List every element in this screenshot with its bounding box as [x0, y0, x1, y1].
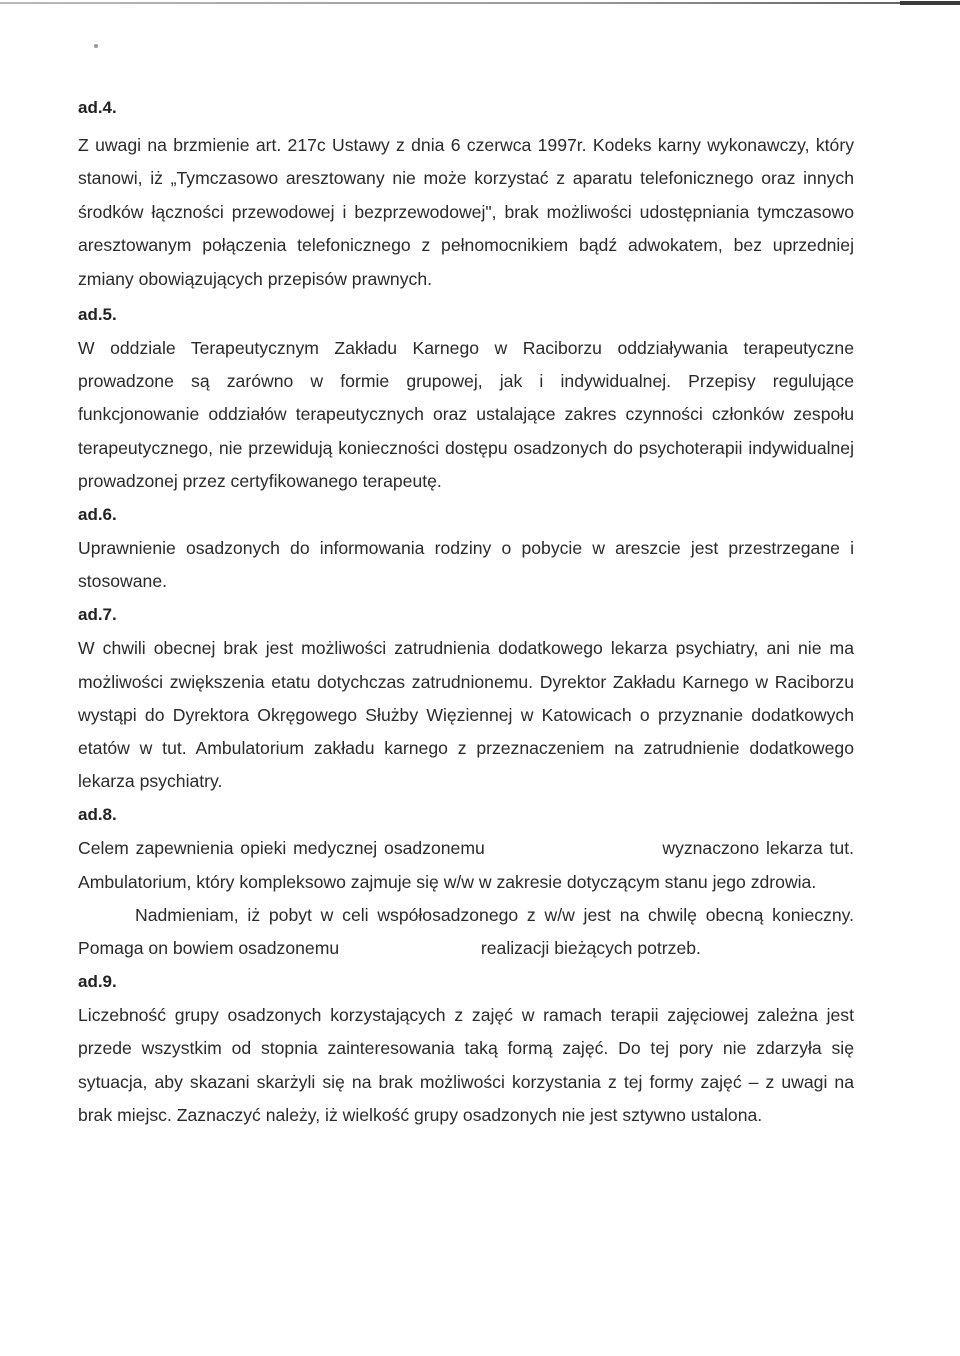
document-body: [78, 97, 859, 1132]
section-paragraph: W oddziale Terapeutycznym Zakładu Karnego w Raciborzu oddziaływania terapeutyczne prowadzone są zarówno w formie grupowej, jak i indywidualnej. Przepisy regulujące funkcjonowanie oddziałów terapeutycznych oraz ustalające zakres czynności członków zespołu terapeutycznego, nie przewidują konieczności dostępu osadzonych do psychoterapii indywidualnej prowadzonej przez certyfikowanego terapeutę.: [78, 338, 854, 491]
section-heading: ad.8.: [78, 805, 117, 825]
scan-top-edge-dark: [900, 1, 960, 5]
section-paragraph: Z uwagi na brzmienie art. 217c Ustawy z dnia 6 czerwca 1997r. Kodeks karny wykonawczy, który stanowi, iż „Tymczasowo aresztowany nie może korzystać z aparatu telefonicznego oraz innych środków łączności przewodowej i bezprzewodowej", brak możliwości udostępniania tymczasowo aresztowanym połączenia telefonicznego z pełnomocnikiem bądź adwokatem, bez uprzedniej zmiany obowiązujących przepisów prawnych.: [78, 135, 854, 289]
section-ad8: [78, 804, 859, 965]
section-ad9: [78, 971, 854, 1132]
section-paragraph: Uprawnienie osadzonych do informowania rodziny o pobycie w areszcie jest przestrzegane i stosowane.: [78, 538, 854, 592]
section-heading: ad.6.: [78, 505, 117, 525]
section-heading: ad.4.: [78, 98, 117, 117]
section-paragraph: W chwili obecnej brak jest możliwości zatrudnienia dodatkowego lekarza psychiatry, ani nie ma możliwości zwiększenia etatu dotychczas zatrudnionemu. Dyrektor Zakładu Karnego w Raciborzu wystąpi do Dyrektora Okręgowego Służby Więziennej w Katowicach o przyznanie dodatkowych etatów w tut. Ambulatorium zakładu karnego z przeznaczeniem na zatrudnienie dodatkowego lekarza psychiatry.: [78, 638, 854, 792]
section-paragraph: Celem zapewnienia opieki medycznej osadzonemu wyznaczono lekarza tut. Ambulatorium, który kompleksowo zajmuje się w/w w zakresie dotyczącym stanu jego zdrowia.: [78, 838, 858, 892]
section-heading: ad.9.: [78, 972, 117, 992]
section-heading: ad.5.: [78, 305, 117, 325]
section-paragraph: Liczebność grupy osadzonych korzystających z zajęć w ramach terapii zajęciowej zależna jest przede wszystkim od stopnia zainteresowania taką formą zajęć. Do tej pory nie zdarzyła się sytuacja, aby skazani skarżyli się na brak możliwości korzystania z tej formy zajęć – z uwagi na brak miejsc. Zaznaczyć należy, iż wielkość grupy osadzonych nie jest sztywno ustalona.: [78, 1005, 854, 1125]
section-ad5: [78, 304, 854, 498]
scan-speck: [94, 44, 98, 48]
section-ad7: [78, 604, 854, 798]
scan-top-edge: [0, 2, 960, 4]
section-paragraph-indented: Nadmieniam, iż pobyt w celi współosadzonego z w/w jest na chwilę obecną konieczny. Pomaga on bowiem osadzonemu realizacji bieżących potrzeb.: [78, 904, 859, 959]
section-ad4: [78, 97, 854, 296]
section-ad6: [78, 504, 854, 598]
section-heading: ad.7.: [78, 605, 117, 625]
